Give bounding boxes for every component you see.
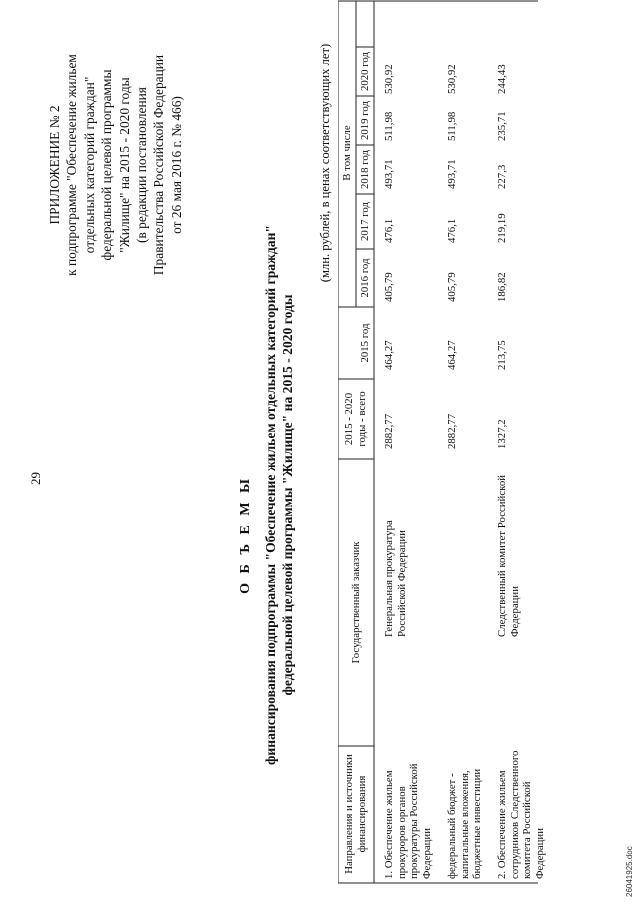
appendix-line: от 26 мая 2016 г. № 466) <box>168 96 184 234</box>
row-value: 511,98 <box>383 111 395 141</box>
appendix-block <box>46 5 185 325</box>
row-value: 476,1 <box>446 218 458 243</box>
row-value: 493,71 <box>383 159 395 189</box>
row-total: 2882,77 <box>446 413 458 449</box>
subtitle-line: федеральной целевой программы "Жилище" на 2015 - 2020 годы <box>280 294 295 696</box>
row-total: 1327,2 <box>496 419 508 449</box>
row-value: 244,43 <box>496 64 508 94</box>
row-value: 186,82 <box>496 272 508 302</box>
units-note: (млн. рублей, в ценах соответствующих лет) <box>318 43 332 283</box>
row-value: 530,92 <box>383 64 395 94</box>
page-number: 29 <box>28 472 43 485</box>
row-total: 2882,77 <box>383 413 395 449</box>
row-direction: федеральный бюджет - капитальные вложения, бюджетные инвестиции <box>446 768 484 879</box>
header-year: 2016 год <box>358 258 371 298</box>
subtitle-line: финансирования подпрограммы "Обеспечение жильем отдельных категорий граждан" <box>263 225 278 765</box>
row-customer: Следственный комитет Российской Федерации <box>496 475 521 637</box>
appendix-line: ПРИЛОЖЕНИЕ № 2 <box>47 105 62 225</box>
row-value: 227,3 <box>496 164 508 189</box>
row-value: 213,75 <box>496 340 508 370</box>
row-value: 219,19 <box>496 213 508 243</box>
appendix-line: отдельных категорий граждан" <box>81 76 97 254</box>
row-direction: 1. Обеспечение жильем прокуроров органов прокуратуры Российской Федерации <box>383 763 433 879</box>
row-value: 464,27 <box>446 340 458 370</box>
appendix-line: федеральной целевой программы <box>99 69 115 261</box>
file-name-footer: 26041925.doc <box>625 846 634 897</box>
financing-table <box>338 0 546 905</box>
row-value: 530,92 <box>446 64 458 94</box>
row-value: 405,79 <box>446 272 458 302</box>
header-year: 2017 год <box>358 201 371 242</box>
row-value: 476,1 <box>383 218 395 243</box>
document-subtitle <box>262 155 296 835</box>
row-customer: Генеральная прокуратура Российской Федерации <box>383 520 408 637</box>
row-direction: 2. Обеспечение жильем сотрудников Следственного комитета Российской Федерации <box>496 750 546 879</box>
row-value: 493,71 <box>446 159 458 189</box>
header-year: 2018 год <box>358 149 371 190</box>
document-title: О Б Ъ Е М Ы <box>238 476 253 594</box>
appendix-line: Правительства Российской Федерации <box>151 54 167 276</box>
appendix-line: к подпрограмме "Обеспечение жильем <box>64 54 80 276</box>
row-value: 235,71 <box>496 111 508 141</box>
header-total: 2015 - 2020 годы - всего <box>343 391 368 447</box>
appendix-line: (в редакции постановления <box>134 87 150 243</box>
appendix-line: "Жилище" на 2015 - 2020 годы <box>116 77 132 253</box>
header-year <box>357 1 373 47</box>
header-group: В том числе <box>341 125 354 181</box>
header-year: 2015 год <box>358 323 371 363</box>
row-value: 464,27 <box>383 340 395 370</box>
row-value: 405,79 <box>383 272 395 302</box>
header-year: 2020 год <box>358 51 371 92</box>
header-year: 2019 год <box>358 100 371 141</box>
header-customer: Государственный заказчик <box>349 541 362 664</box>
row-value: 511,98 <box>446 111 458 141</box>
header-direction: Направления и источники финансирования <box>343 754 368 874</box>
